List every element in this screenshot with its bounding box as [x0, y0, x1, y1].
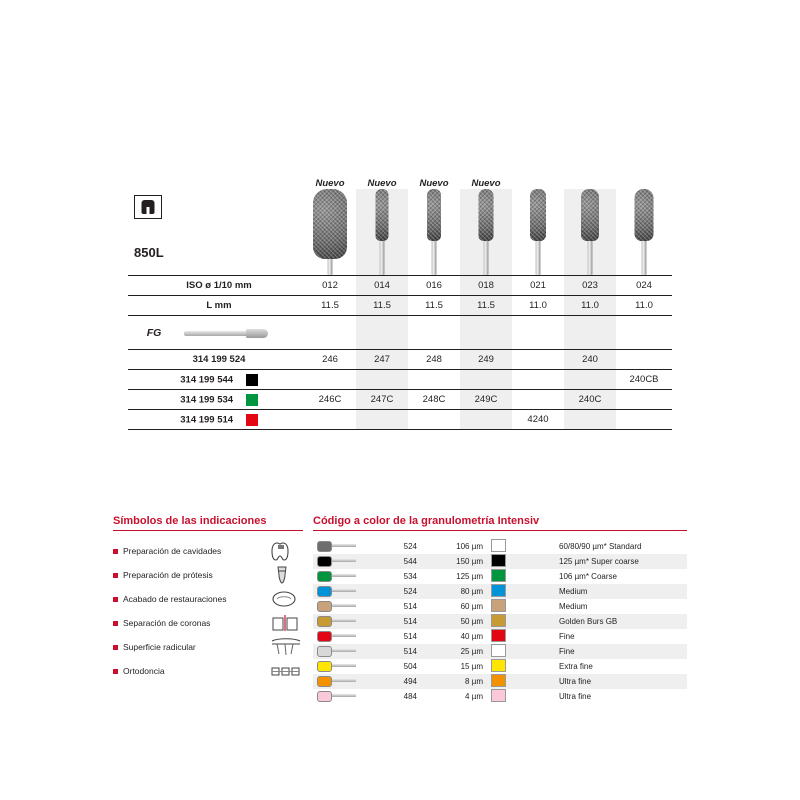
- iso-value-3: 018: [460, 276, 512, 296]
- colorcode-description: Fine: [559, 632, 575, 641]
- bur-illustration-021: [512, 189, 564, 276]
- code-value-0-3: 249: [460, 350, 512, 370]
- colorcode-bur-icon: [313, 689, 367, 704]
- colorcode-bur-icon: [313, 614, 367, 629]
- code-label-3: [128, 410, 304, 430]
- colorcode-description: Medium: [559, 602, 588, 611]
- shank-row: [128, 316, 672, 350]
- code-value-2-5: 240C: [564, 390, 616, 410]
- code-label-1: [128, 370, 304, 390]
- colorcode-swatch: [487, 629, 555, 644]
- colorcode-row: [313, 599, 687, 614]
- code-value-3-3: [460, 410, 512, 430]
- colorcode-description: Extra fine: [559, 662, 593, 671]
- code-value-0-4: [512, 350, 564, 370]
- code-value-3-5: [564, 410, 616, 430]
- orthodontics-icon: [269, 660, 303, 682]
- colorcode-description: 125 µm* Super coarse: [555, 554, 687, 569]
- bur-illustration-016: [408, 189, 460, 276]
- colorcode-row: [313, 674, 687, 689]
- colorcode-swatch: [487, 674, 555, 689]
- length-row: [128, 296, 672, 316]
- shank-type-label: FG: [146, 326, 162, 339]
- code-text-3: 314 199 514: [180, 414, 234, 426]
- code-value-3-2: [408, 410, 460, 430]
- symbol-row: [113, 611, 303, 635]
- bullet-icon: [113, 669, 118, 674]
- symbol-label: Ortodoncia: [123, 666, 165, 676]
- code-value-2-0: 246C: [304, 390, 356, 410]
- colorcode-row: [313, 554, 687, 569]
- color-swatch-red: [246, 414, 258, 426]
- code-value-3-6: [616, 410, 672, 430]
- indication-icon-box: [134, 195, 162, 219]
- bur-graphic: [512, 189, 564, 275]
- iso-value-4: 021: [512, 276, 564, 296]
- code-value-2-1: 247C: [356, 390, 408, 410]
- colorcode-grain: 25 µm: [421, 644, 487, 659]
- colorcode-grain: 106 µm: [456, 542, 483, 551]
- colorcode-swatch: [487, 644, 555, 659]
- code-value-2-2: 248C: [408, 390, 460, 410]
- symbol-label: Separación de coronas: [123, 618, 211, 628]
- nuevo-badge-3: Nuevo: [471, 178, 501, 189]
- symbols-panel: [113, 515, 303, 683]
- colorcode-row: [313, 629, 687, 644]
- iso-value-2: 016: [408, 276, 460, 296]
- colorcode-description: Ultra fine: [555, 674, 687, 689]
- colorcode-grain: 4 µm: [465, 692, 483, 701]
- colorcode-ref: 514: [403, 602, 417, 611]
- bur-illustration-018: [460, 189, 512, 276]
- code-text-2: 314 199 534: [180, 394, 234, 406]
- colorcode-swatch: [487, 689, 555, 704]
- bur-illustration-012: [304, 189, 356, 276]
- code-text-1: 314 199 544: [180, 374, 234, 386]
- length-value-3: 11.5: [460, 296, 512, 316]
- code-value-3-4: 4240: [512, 410, 564, 430]
- code-value-3-0: [304, 410, 356, 430]
- colorcode-row: [313, 584, 687, 599]
- product-table: [128, 178, 672, 430]
- iso-value-5: 023: [564, 276, 616, 296]
- length-value-6: 11.0: [616, 296, 672, 316]
- colorcode-swatch: [487, 569, 555, 584]
- colorcode-bur-icon: [313, 554, 367, 569]
- colorcode-ref: 524: [367, 584, 421, 599]
- colorcode-grain: 125 µm: [456, 572, 483, 581]
- colorcode-title: Código a color de la granulometría Intensiv: [313, 515, 687, 531]
- bullet-icon: [113, 621, 118, 626]
- symbol-label: Preparación de prótesis: [123, 570, 213, 580]
- code-value-1-0: [304, 370, 356, 390]
- code-value-1-6: 240CB: [616, 370, 672, 390]
- code-text-0: 314 199 524: [192, 354, 246, 365]
- restoration-finish-icon: [269, 588, 303, 610]
- colorcode-description: Golden Burs GB: [555, 614, 687, 629]
- colorcode-bur-icon: [313, 659, 367, 674]
- colorcode-description: 60/80/90 µm* Standard: [559, 542, 642, 551]
- colorcode-panel: [313, 515, 687, 704]
- crown-separation-icon: [269, 612, 303, 634]
- colorcode-row: [313, 659, 687, 674]
- length-value-4: 11.0: [512, 296, 564, 316]
- code-value-0-6: [616, 350, 672, 370]
- bur-graphic: [356, 189, 408, 275]
- colorcode-row: [313, 539, 687, 554]
- colorcode-ref: 544: [367, 554, 421, 569]
- bur-illustration-014: [356, 189, 408, 276]
- colorcode-grain: 80 µm: [421, 584, 487, 599]
- colorcode-swatch: [487, 584, 555, 599]
- colorcode-ref: 494: [367, 674, 421, 689]
- color-swatch-green: [246, 394, 258, 406]
- colorcode-ref: 524: [403, 542, 417, 551]
- iso-row-label: ISO ø 1/10 mm: [128, 276, 304, 296]
- colorcode-row: [313, 614, 687, 629]
- symbol-row: [113, 659, 303, 683]
- iso-row: [128, 276, 672, 296]
- code-value-0-1: 247: [356, 350, 408, 370]
- symbol-label: Preparación de cavidades: [123, 546, 222, 556]
- cavity-prep-icon: [269, 540, 303, 562]
- symbols-title: Símbolos de las indicaciones: [113, 515, 303, 531]
- colorcode-ref: 514: [403, 632, 417, 641]
- code-value-1-1: [356, 370, 408, 390]
- nuevo-row: [128, 178, 672, 189]
- colorcode-table: [313, 539, 687, 704]
- colorcode-bur-icon: [313, 644, 367, 659]
- colorcode-bur-icon: [313, 539, 367, 554]
- code-value-1-4: [512, 370, 564, 390]
- bur-illustration-024: [616, 189, 672, 276]
- colorcode-description: Ultra fine: [559, 692, 592, 701]
- colorcode-ref: 504: [403, 662, 417, 671]
- bur-graphic: [304, 189, 356, 275]
- symbol-row: [113, 563, 303, 587]
- colorcode-grain: 50 µm: [421, 614, 487, 629]
- code-label-2: [128, 390, 304, 410]
- colorcode-ref: 534: [403, 572, 417, 581]
- code-label-0: [128, 350, 304, 370]
- colorcode-grain: 60 µm: [460, 602, 483, 611]
- nuevo-badge-0: Nuevo: [315, 178, 345, 189]
- code-row-1: [128, 370, 672, 390]
- colorcode-swatch: [487, 599, 555, 614]
- product-ref: 850L: [134, 245, 164, 260]
- symbol-label: Superficie radicular: [123, 642, 196, 652]
- colorcode-row: [313, 689, 687, 704]
- colorcode-grain: 8 µm: [421, 674, 487, 689]
- iso-value-6: 024: [616, 276, 672, 296]
- length-value-1: 11.5: [356, 296, 408, 316]
- symbol-row: [113, 635, 303, 659]
- symbol-row: [113, 587, 303, 611]
- code-value-0-2: 248: [408, 350, 460, 370]
- colorcode-swatch: [487, 554, 555, 569]
- nuevo-badge-1: Nuevo: [367, 178, 397, 189]
- colorcode-ref: 514: [367, 644, 421, 659]
- length-value-5: 11.0: [564, 296, 616, 316]
- bur-graphic: [460, 189, 512, 275]
- code-value-3-1: [356, 410, 408, 430]
- prosthesis-prep-icon: [269, 564, 303, 586]
- bullet-icon: [113, 597, 118, 602]
- symbol-label: Acabado de restauraciones: [123, 594, 227, 604]
- length-value-0: 11.5: [304, 296, 356, 316]
- colorcode-ref: 484: [403, 692, 417, 701]
- length-value-2: 11.5: [408, 296, 460, 316]
- color-swatch-black: [246, 374, 258, 386]
- colorcode-row: [313, 644, 687, 659]
- tooth-icon: [142, 200, 155, 214]
- code-row-0: [128, 350, 672, 370]
- colorcode-bur-icon: [313, 674, 367, 689]
- bullet-icon: [113, 573, 118, 578]
- colorcode-grain: 15 µm: [460, 662, 483, 671]
- code-row-2: [128, 390, 672, 410]
- iso-value-0: 012: [304, 276, 356, 296]
- bullet-icon: [113, 645, 118, 650]
- colorcode-swatch: [487, 659, 555, 674]
- colorcode-description: Fine: [555, 644, 687, 659]
- code-row-3: [128, 410, 672, 430]
- bur-graphic: [616, 189, 672, 275]
- colorcode-bur-icon: [313, 584, 367, 599]
- bur-illustration-row: [128, 189, 672, 276]
- colorcode-row: [313, 569, 687, 584]
- bullet-icon: [113, 549, 118, 554]
- code-value-0-5: 240: [564, 350, 616, 370]
- bur-graphic: [408, 189, 460, 275]
- colorcode-grain: 150 µm: [421, 554, 487, 569]
- code-value-2-6: [616, 390, 672, 410]
- code-value-2-4: [512, 390, 564, 410]
- code-value-1-2: [408, 370, 460, 390]
- length-row-label: L mm: [128, 296, 304, 316]
- colorcode-description: 106 µm* Coarse: [559, 572, 617, 581]
- code-value-1-5: [564, 370, 616, 390]
- colorcode-bur-icon: [313, 629, 367, 644]
- code-value-0-0: 246: [304, 350, 356, 370]
- colorcode-ref: 514: [367, 614, 421, 629]
- iso-value-1: 014: [356, 276, 408, 296]
- code-value-1-3: [460, 370, 512, 390]
- colorcode-bur-icon: [313, 569, 367, 584]
- product-spec-table: [128, 178, 672, 430]
- nuevo-badge-2: Nuevo: [419, 178, 449, 189]
- symbol-row: [113, 539, 303, 563]
- root-surface-icon: [269, 636, 303, 658]
- bur-graphic: [564, 189, 616, 275]
- colorcode-swatch: [487, 539, 555, 554]
- shank-illustration: [184, 326, 270, 340]
- colorcode-description: Medium: [555, 584, 687, 599]
- colorcode-bur-icon: [313, 599, 367, 614]
- bur-illustration-023: [564, 189, 616, 276]
- code-value-2-3: 249C: [460, 390, 512, 410]
- colorcode-grain: 40 µm: [460, 632, 483, 641]
- colorcode-swatch: [487, 614, 555, 629]
